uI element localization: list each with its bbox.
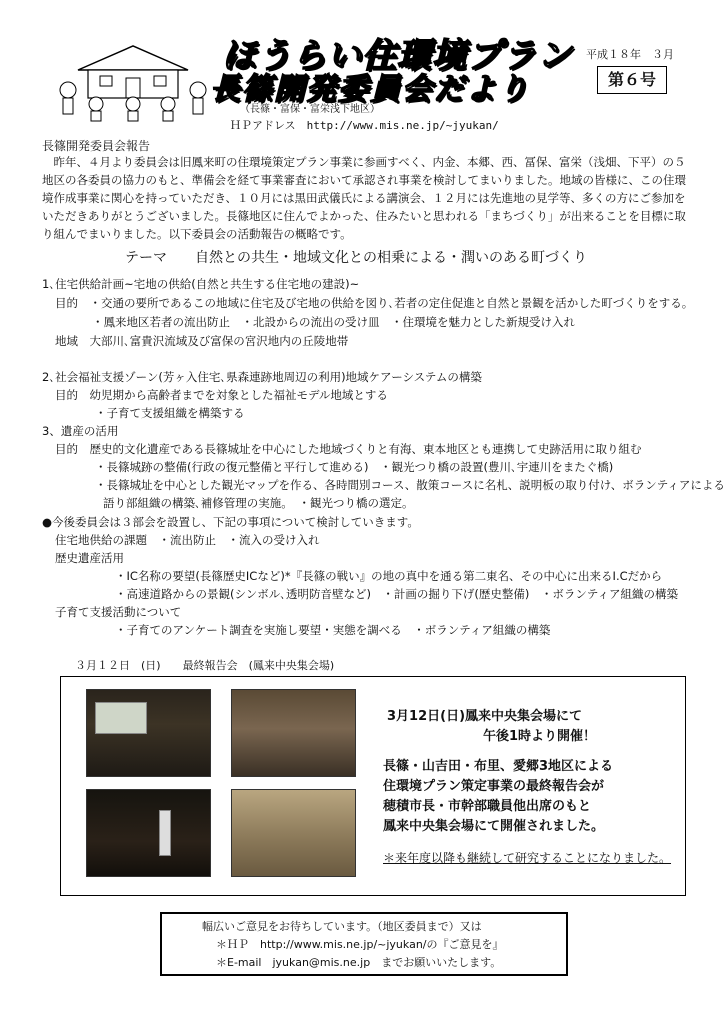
report-paragraph: 昨年、４月より委員会は旧鳳来町の住環境策定プラン事業に参画すべく、内金、本郷、西、冨保、富栄（浅畑、下平）の５地区の各委員の協力のもと、準備会を経て事業審査において承認され事業を検討してまいりました。地域の皆様に、この住環境作成事業に関心を持っていただき、１０月には黒田武儀氏による講演会、１２月には先進地の見学等、多くの方にご参加をいただきありがとうございました。長篠地区に住んでよかった、住みたいと思われる「まちづくり」が出来ることを目標に取り組んでまいりました。以下委員会の活動報告の概略です。: [42, 155, 686, 241]
plan-line: 目的 幼児期から高齢者までを対象とした福祉モデル地域とする: [55, 388, 388, 402]
plan-line: ・長篠城跡の整備(行政の復元整備と平行して進める) ・観光つり橋の設置(豊川､宇連川をまたぐ橋): [95, 460, 614, 474]
contact-email: ＊E-mail jyukan@mis.ne.jp までお願いいたします。: [216, 956, 502, 969]
plan-line: ・IC名称の要望(長篠歴史ICなど)*『長篠の戦い』の地の真中を通る第二東名、その中心に出来るI.Cだから: [115, 569, 663, 583]
newsletter-subtitle: 長篠開発委員会だより: [210, 72, 530, 107]
district-list: （長篠・富保・富栄浅下地区）: [240, 104, 380, 115]
theme-line: テーマ 自然との共生・地域文化との相乗による・潤いのある町づくり: [125, 250, 587, 266]
contact-homepage: ＊ＨＰ http://www.mis.ne.jp/~jyukan/の『ご意見を』: [216, 938, 504, 951]
plan-line: ●今後委員会は３部会を設置し、下記の事項について検討していきます。: [42, 515, 419, 529]
report-heading: 長篠開発委員会報告: [42, 139, 151, 153]
plan-line: 住宅地供給の課題 ・流出防止 ・流入の受け入れ: [55, 533, 320, 547]
meeting-heading: ３月１２日 (日) 最終報告会 (鳳来中央集会場): [75, 659, 335, 672]
plan-line: 2､社会福祉支援ゾーン(芳ヶ入住宅､県森連跡地周辺の利用)地域ケアーシステムの構築: [42, 370, 482, 384]
meeting-text-line: 穂積市長・市幹部職員他出席のもと: [383, 799, 592, 814]
plan-line: 3、遺産の活用: [42, 424, 119, 438]
plan-line: 子育て支援活動について: [55, 605, 182, 619]
plan-line: ・鳳来地区若者の流出防止 ・北設からの流出の受け皿 ・住環境を魅力とした新規受け入れ: [92, 315, 575, 329]
contact-line: 幅広いご意見をお待ちしています。（地区委員まで）又は: [202, 920, 482, 933]
plan-line: 歴史遺産活用: [55, 551, 124, 565]
meeting-photo: [86, 789, 211, 877]
plan-line: 地域 大部川､富貴沢流域及び富保の宮沢地内の丘陵地帯: [55, 334, 349, 348]
meeting-text-line: 午後1時より開催！: [483, 729, 597, 744]
plan-line: 目的 ・交通の要所であるこの地域に住宅及び宅地の供給を図り､若者の定住促進と自然と景観を活かした町づくりをする。: [55, 296, 694, 310]
meeting-text-line: 3月12日(日)鳳来中央集会場にて: [387, 709, 583, 724]
meeting-note: ＊来年度以降も継続して研究することになりました。: [383, 851, 672, 865]
plan-line: ・長篠城址を中心とした観光マップを作る、各時間別コース、散策コースに名札、説明板の取り付け、ボランティアによる: [95, 478, 725, 492]
meeting-photo: [231, 789, 356, 877]
plan-line: 1､住宅供給計画~宅地の供給(自然と共生する住宅地の建設)~: [42, 277, 360, 291]
meeting-text-line: 住環境プラン策定事業の最終報告会が: [383, 779, 605, 794]
meeting-report-box: [60, 676, 686, 896]
plan-line: 目的 歴史的文化遺産である長篠城址を中心にした地域づくりと有海、東本地区とも連携して史跡活用に取り組む: [55, 442, 642, 456]
meeting-photo: [86, 689, 211, 777]
plan-line: 語り部組織の構築､補修管理の実施。 ・観光つり橋の選定。: [103, 496, 414, 510]
plan-line: ・子育てのアンケート調査を実施し要望・実態を調べる ・ボランティア組織の構築: [115, 623, 551, 637]
plan-line: ・高速道路からの景観(シンボル､透明防音壁など) ・計画の掘り下げ(歴史整備) ・ボランティア組織の構築: [115, 587, 678, 601]
issue-date: 平成１８年 ３月: [586, 48, 674, 61]
plan-line: ・子育て支援組織を構築する: [95, 406, 245, 420]
meeting-photo: [231, 689, 356, 777]
meeting-text-line: 鳳来中央集会場にて開催されました。: [383, 819, 605, 834]
header-illustration: [58, 40, 208, 122]
issue-number: 第６号: [597, 66, 667, 94]
newsletter-title: ほうらい住環境プラン: [222, 36, 572, 76]
homepage-address: ＨＰアドレス http://www.mis.ne.jp/~jyukan/: [230, 119, 499, 132]
meeting-text-line: 長篠・山吉田・布里、愛郷3地区による: [383, 759, 614, 774]
contact-box: [160, 912, 568, 976]
